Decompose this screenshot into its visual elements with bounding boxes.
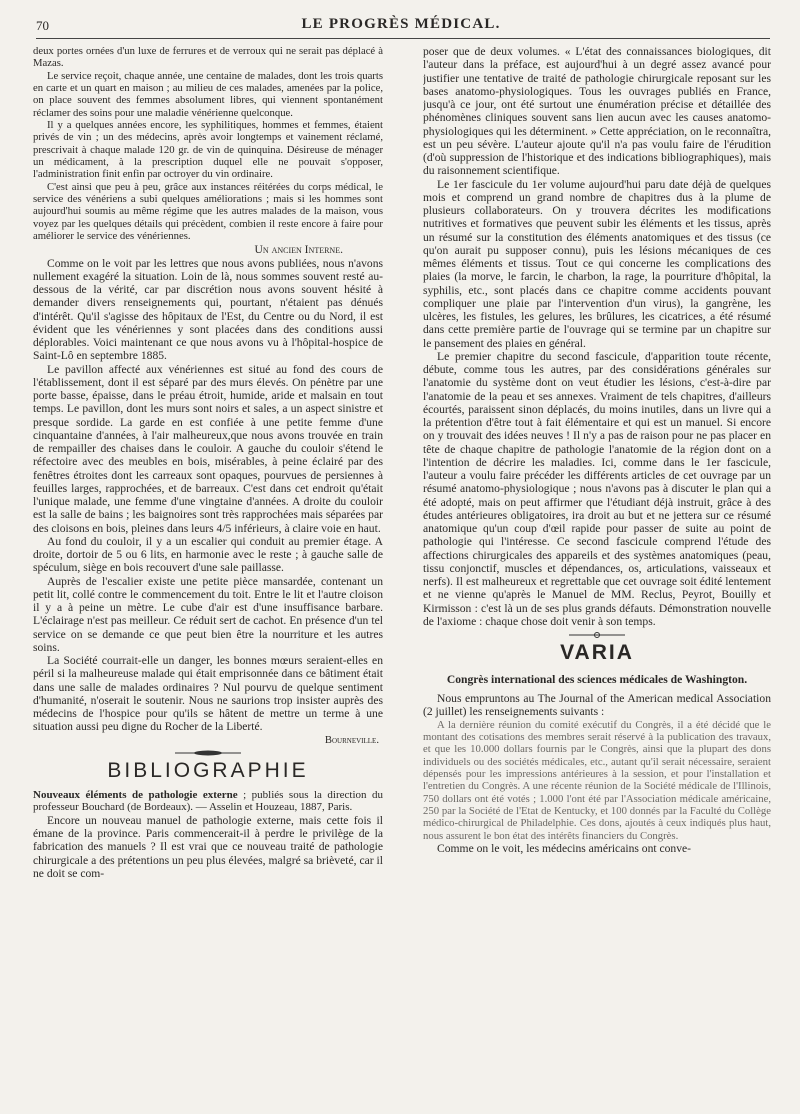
congress-intro: Nous empruntons au The Journal of the American medical Association (2 juillet) les renseignements suivants : [423,692,771,719]
congress-closing: Comme on le voit, les médecins américains ont conve- [437,841,692,855]
right-column [423,45,771,855]
divider-ornament [567,631,627,639]
commentary-paragraph: Au fond du couloir, il y a un escalier qui conduit au premier étage. A droite, dortoir de 5 ou 6 lits, en harmonie avec le reste ; à gauche salle de spéculum, siège en bois recouvert d'une sale paillasse. [33,534,383,575]
commentary-signature: Bourneville. [324,733,379,746]
congress-quote: A la dernière réunion du comité exécutif du Congrès, il a été décidé que le montant des cotisations des membres serait réservé à la publication des travaux, et que les 10.000 dollars fournis par le Congrès, ainsi que la plupart des dons individuels ou des sociétés médicales, etc., autant qu'il serait nécessaire, seraient dépensés pour les impressions antérieures à la session, et pour l'installation et l'entretien du Congrès. A une récente réunion de la Société médicale de l'Illinois, 750 dollars ont été votés ; 1.000 l'ont été par l'Association médicale américaine, 250 par la Société de l'Etat de Kentucky, et 100 donnés par la Faculté du Collège médico-chirurgical de Philadelphie. Ces dons, ajoutés à ceux indiqués plus haut, nous assurent le bon état des intérêts financiers du Congrès. [423,718,771,842]
review-paragraph: Le premier chapitre du second fascicule, d'apparition toute récente, débute, comme tous les autres, par des considérations générales sur l'anatomie du système dont on veut étudier les lésions, c'est-à-dire par l'anatomie de la peau et ses annexes. Vraiment de tels chapitres, d'ailleurs écourtés, paraissent sinon déplacés, du moins inutiles, dans un livre qui a la prétention d'être tout à fait élémentaire et qui est un manuel. Si encore on y trouvait des idées neuves ! Il n'y a pas de raison pour ne pas placer en tête de chaque chapitre de pathologie l'anatomie de la région dont on a l'intention de décrire les maladies. Ici, comme dans le 1er fascicule, l'auteur a voulu faire précéder les différents articles de cet ouvrage par un résumé anatomo-physiologique ; nous n'avons pas à discuter le plan qui a été adopté, mais on peut affirmer que l'étudiant déjà instruit, grâce à des études antérieures obligatoires, ira droit au but et ne jettera sur ce résumé anatomique qu'un coup d'œil rapide pour passer de suite au point de pathologie qui l'intéresse. Ce second fascicule comprend l'étude des affections chirurgicales des appareils et des systèmes anatomiques (peau, tissu conjonctif, muscles et dépendances, os, articulations, vaisseaux et nerfs). Il est malheureux et regrettable que cet ouvrage soit édité lentement et ne vienne qu'après le Manuel de MM. Reclus, Peyrot, Bouilly et Kirmisson : c'est là un de ses plus grands défauts. Démonstration nouvelle de l'axiome : chaque chose doit venir à son temps. [423,349,771,628]
letter-paragraph: C'est ainsi que peu à peu, grâce aux instances réitérées du corps médical, le service des vénériens a subi quelques améliorations ; mais si les hommes sont aujourd'hui soumis au même régime que les autres malades de la maison, vous voyez par les quelques détails qui précèdent, combien il reste encore à faire pour améliorer le service des vénériennes. [33,180,383,243]
varia-title: VARIA [560,641,634,664]
journal-title: LE PROGRÈS MÉDICAL. [301,16,501,32]
review-paragraph: poser que de deux volumes. « L'état des connaissances biologiques, dit l'auteur dans la préface, est aujourd'hui à un degré assez avancé pour justifier une tentative de traité de pathologie chirurgicale reposant sur les bases anatomo-physiologiques. Tous les ouvrages publiés en France, jusqu'à ce jour, ont été surtout une énumération précise et détaillée des phénomènes cliniques souvent sans lien aucun avec les causes anatomo-physiologiques qui les déterminent. » Cette appréciation, on le reconnaîtra, est un peu sévère. L'auteur ajoute qu'il n'a pas voulu faire de l'érudition (d'où suppression de l'historique et des indications bibliographiques), mais du raisonnement scientifique. [423,45,771,178]
bibliography-entry [33,789,383,814]
review-paragraph: Le 1er fascicule du 1er volume aujourd'hui paru date déjà de quelques mois et comprend un grand nombre de chapitres dus à la plume de plusieurs collaborateurs. On y trouvera décrites les modifications nutritives et formatives que peuvent subir les éléments et les tissus, après un résumé sur la constitution des éléments anatomiques et des tissus (ce qu'on aurait pu supposer connu), puis les lésions mécaniques de ces mêmes éléments et tissus. Tout ce qui concerne les complications des plaies (la morve, le farcin, le charbon, la rage, la pourriture d'hôpital, la syphilis, etc., sont placés dans ce chapitre comme accidents pouvant compliquer une plaie par l'intervention d'un virus), la gangrène, les ulcères, les fistules, les gelures, les brûlures, les cicatrices, a été résumé dans cette première partie de l'ouvrage qui se termine par un chapitre sur le pansement des plaies en général. [423,177,771,350]
header-rule [36,38,770,39]
letter-paragraph: deux portes ornées d'un luxe de ferrures et de verroux qui ne serait pas déplacé à Mazas. [33,45,383,70]
book-details: ; publiés sous la direction du professeur Bouchard (de Bordeaux). — Asselin et Houzeau, 1887, Paris. [33,788,383,814]
letter-signature: Un ancien Interne. [254,242,343,256]
commentary-paragraph: La Société courrait-elle un danger, les bonnes mœurs seraient-elles en péril si la malheureuse malade qui était emprisonnée dans ce bâtiment était dans une salle de malades ordinaires ? Nul pourvu de quelque sentiment d'humanité, n'oserait le soutenir. Nous ne saurions trop insister auprès des médecins de l'hospice pour qu'ils se hâtent de mettre un terme à une situation aussi peu digne du Rocher de la Liberté. [33,654,383,734]
page-number: 70 [36,18,49,33]
bibliography-paragraph: Encore un nouveau manuel de pathologie externe, mais cette fois il émane de la province. Paris commencerait-il à perdre le privilège de la fabrication des manuels ? Il est vrai que ce nouveau traité de pathologie chirurgicale a des prétentions un peu plus élevées, malgré sa brièveté, car il ne doit se com- [33,813,383,880]
divider-ornament [173,749,243,757]
commentary-paragraph: Auprès de l'escalier existe une petite pièce mansardée, contenant un petit lit, collé contre le commencement du toit. Entre le lit et l'autre cloison il y a à peine un mètre. Le cube d'air est d'une insuffisance barbare. L'éclairage n'est pas meilleur. Ce réduit sert de cachot. En présence d'un tel service on se demande ce que peut bien être la nourriture et les autres soins. [33,574,383,654]
left-column [33,45,383,880]
congress-heading: Congrès international des sciences médicales de Washington. [446,673,748,686]
book-title: Nouveaux éléments de pathologie externe [33,788,238,801]
commentary-paragraph: Le pavillon affecté aux vénériennes est situé au fond des cours de l'établissement, dont il est séparé par des murs élevés. On pénètre par une porte basse, épaisse, dans le préau étroit, humide, aride et malsain en tout temps. Le pavillon, dont les murs sont noirs et sales, a un aspect sinistre et presque sordide. La garde en est confiée à une petite femme d'une cinquantaine d'années, à l'air malheureux,que nous avons trouvée en train de rempailler des chaises dans le couloir. A gauche du couloir s'étend le réfectoire avec des meubles en bois, misérables, à peine éclairé par des fenêtres étroites dont les carreaux sont opaques, pourvues de persiennes à feuilles larges, rapprochées, et de barreaux. C'est dans cet endroit qu'était l'unique malade, une femme d'une vingtaine d'années. A droite du couloir est la salle de bains ; les baignoires sont très rapprochées mais séparées par des cloisons en bois, pleines dans leurs 4/5 inférieurs, à claire voie en haut. [33,362,383,535]
bibliography-title: BIBLIOGRAPHIE [107,758,309,782]
letter-paragraph: Il y a quelques années encore, les syphilitiques, hommes et femmes, étaient privés de vin ; un des médecins, après avoir longtemps et vainement réclamé, prescrivait à chaque malade 120 gr. de vin de quinquina. Désireuse de ménager un médicament, à la prescription duquel elle ne pouvait s'opposer, l'administration finit enfin par octroyer du vin ordinaire. [33,119,383,181]
letter-paragraph: Le service reçoit, chaque année, une centaine de malades, dont les trois quarts en carte et un quart en maison ; au milieu de ces malades, amenées par la police, on place souvent des femmes absolument libres, qui viennent spontanément réclamer des soins pour une maladie vénérienne quelconque. [33,69,383,119]
page-header [36,16,766,38]
commentary-paragraph: Comme on le voit par les lettres que nous avons publiées, nous n'avons nullement exagéré la situation. Loin de là, nous sommes souvent resté au-dessous de la vérité, car par discrétion nous avons souvent hésité à demander divers renseignements qui, pourtant, n'étaient pas dénués d'intérêt. Qu'il s'agisse des hôpitaux de l'Est, du Centre ou du Nord, il est évident que les vénériennes y sont placées dans des conditions aussi déplorables. Voici maintenant ce que nous avons vu à l'hôpital-hospice de Saint-Lô en septembre 1885. [33,256,383,363]
